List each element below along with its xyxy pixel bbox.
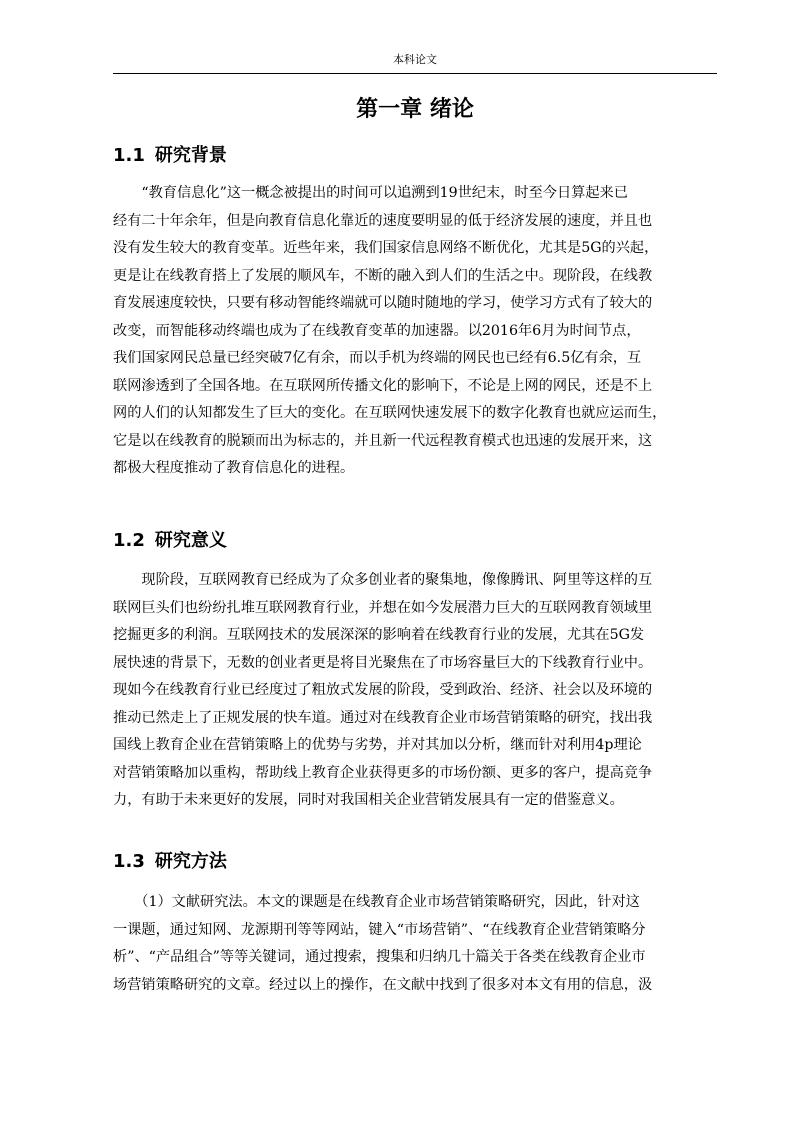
section-heading-methods (113, 848, 717, 876)
section-number: 1.1 (113, 145, 145, 166)
text-line: 一课题，通过知网、龙源期刊等等网站，键入“市场营销”、“在线教育企业营销策略分 (113, 921, 646, 938)
section-heading-background (113, 142, 717, 170)
section-title: 研究意义 (154, 530, 227, 551)
text-line: 推动已然走上了正规发展的快车道。通过对在线教育企业市场营销策略的研究，找出我 (113, 709, 653, 726)
text-line: 育发展速度较快，只要有移动智能终端就可以随时随地的学习，使学习方式有了较大的 (113, 295, 653, 311)
header-rule (113, 73, 717, 74)
text-line: 挖掘更多的利润。互联网技术的发展深深的影响着在线教育行业的发展，尤其在5G发 (113, 627, 645, 643)
paragraph-background (113, 180, 717, 483)
text-line: 联网巨头们也纷纷扎堆互联网教育行业，并想在如今发展潜力巨大的互联网教育领域里 (113, 599, 653, 616)
text-line: 现如今在线教育行业已经度过了粗放式发展的阶段，受到政治、经济、社会以及环境的 (113, 682, 653, 698)
text-line: 没有发生较大的教育变革。近些年来，我们国家信息网络不断优化，尤其是5G的兴起， (113, 240, 659, 256)
paragraph-methods (113, 889, 717, 999)
text-line: 析”、“产品组合”等等关键词，通过搜索，搜集和归纳几十篇关于各类在线教育企业市 (113, 949, 646, 965)
text-line: 联网渗透到了全国各地。在互联网所传播文化的影响下，不论是上网的网民，还是不上 (113, 377, 653, 394)
section-title: 研究方法 (154, 851, 227, 872)
text-line: 我们国家网民总量已经突破7亿有余，而以手机为终端的网民也已经有6.5亿有余，互 (113, 350, 642, 366)
text-line: 都极大程度推动了教育信息化的进程。 (113, 460, 355, 476)
text-line: （1）文献研究法。本文的课题是在线教育企业市场营销策略研究，因此，针对这 (113, 894, 640, 910)
section-number: 1.3 (113, 851, 145, 872)
text-line: 场营销策略研究的文章。经过以上的操作，在文献中找到了很多对本文有用的信息，汲 (113, 976, 653, 993)
section-heading-significance (113, 527, 717, 555)
text-line: “教育信息化”这一概念被提出的时间可以追溯到19世纪末，时至今日算起来已 (113, 185, 628, 201)
section-title: 研究背景 (154, 145, 227, 166)
text-line: 它是以在线教育的脱颖而出为标志的，并且新一代远程教育模式也迅速的发展开来，这 (113, 432, 653, 449)
text-line: 更是让在线教育搭上了发展的顺风车，不断的融入到人们的生活之中。现阶段，在线教 (113, 267, 653, 284)
running-header: 本科论文 (393, 53, 437, 66)
section-number: 1.2 (113, 530, 145, 551)
text-line: 改变，而智能移动终端也成为了在线教育变革的加速器。以2016年6月为时间节点， (113, 322, 641, 339)
text-line: 现阶段，互联网教育已经成为了众多创业者的聚集地，像像腾讯、阿里等这样的互 (113, 572, 653, 588)
text-line: 国线上教育企业在营销策略上的优势与劣势，并对其加以分析，继而针对利用4p理论 (113, 737, 642, 753)
text-line: 对营销策略加以重构，帮助线上教育企业获得更多的市场份额、更多的客户，提高竞争 (113, 764, 653, 781)
text-line: 经有二十年余年，但是向教育信息化靠近的速度要明显的低于经济发展的速度，并且也 (113, 212, 653, 229)
text-line: 力，有助于未来更好的发展，同时对我国相关企业营销发展具有一定的借鉴意义。 (113, 792, 624, 808)
text-line: 网的人们的认知都发生了巨大的变化。在互联网快速发展下的数字化教育也就应运而生， (113, 405, 667, 421)
paragraph-significance (113, 567, 717, 815)
chapter-title: 第一章 绪论 (356, 97, 474, 122)
text-line: 展快速的背景下，无数的创业者更是将目光聚焦在了市场容量巨大的下线教育行业中。 (113, 654, 653, 671)
